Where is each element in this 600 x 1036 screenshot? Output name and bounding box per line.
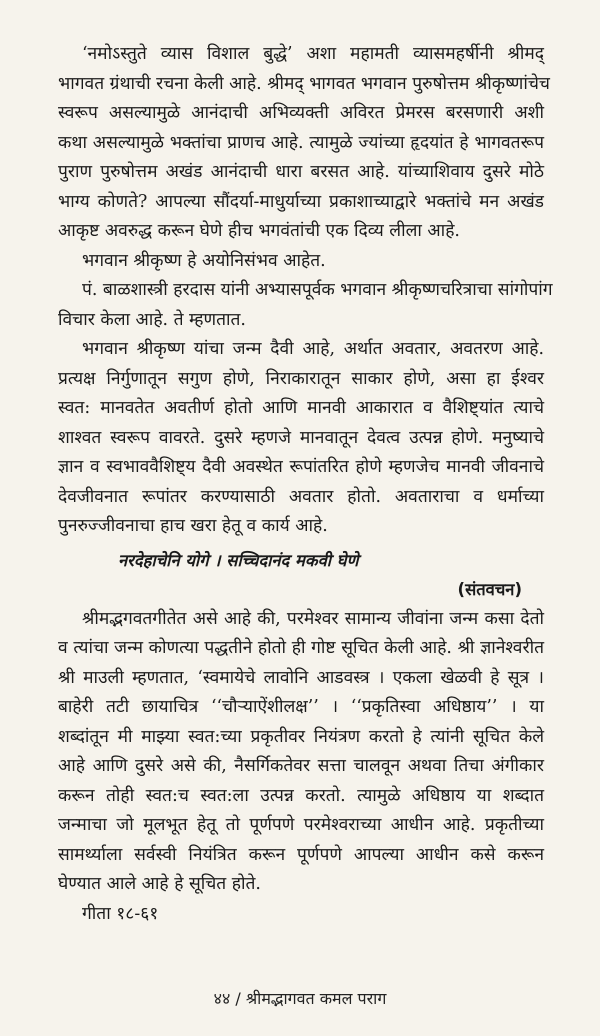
paragraph-line: ज्ञान व स्वभाववैशिष्ट्य दैवी अवस्थेत रूपांतरित होणे म्हणजेच मानवी जीवनाचे [58,457,544,477]
paragraph-line: श्री माउली म्हणतात, ‘स्वमायेचे लावोनि आडवस्त्र । एकला खेळवी हे सूत्र । [58,667,544,688]
paragraph-line: सामर्थ्याला सर्वस्वी नियंत्रित करून पूर्णपणे आपल्या आधीन कसे करून [58,844,544,865]
paragraph-line: शब्दांतून मी माझ्या स्वत:च्या प्रकृतीवर नियंत्रण करतो हे त्यांनी सूचित केले [58,726,544,747]
paragraph-line: व त्यांचा जन्म कोणत्या पद्धतीने होतो ही गोष्ट सूचित केली आहे. श्री ज्ञानेश्वरीत [58,638,544,658]
paragraph-line: पं. बाळशास्त्री हरदास यांनी अभ्यासपूर्वक भगवान श्रीकृष्णचरित्राचा सांगोपांग [82,280,553,300]
paragraph-line: आकृष्ट अवरुद्ध करून घेणे हीच भगवंतांची एक दिव्य लीला आहे. [58,221,460,241]
paragraph-line: भागवत ग्रंथाची रचना केली आहे. श्रीमद् भागवत भगवान पुरुषोत्तम श्रीकृष्णांचेच [58,73,550,94]
verse-source: (संतवचन) [457,580,522,599]
paragraph-line: भाग्य कोणते? आपल्या सौंदर्या-माधुर्याच्या प्रकाशाच्याद्वारे भक्तांचे मन अखंड [58,191,544,212]
verse-heading: नरदेहाचेनि योगे । सच्चिदानंद मकवी घेणे [118,550,359,570]
paragraph-line: भगवान श्रीकृष्ण यांचा जन्म दैवी आहे, अर्थात अवतार, अवतरण आहे. [82,339,544,359]
paragraph-line: जन्माचा जो मूलभूत हेतू तो पूर्णपणे परमेश्वराच्या आधीन आहे. प्रकृतीच्या [58,815,544,835]
paragraph-line: करून तोही स्वत:च स्वत:ला उत्पन्न करतो. त्यामुळे अधिष्ठाय या शब्दात [58,785,544,806]
paragraph-line: बाहेरी तटी छायाचित्र ‘‘चौऱ्याऐंशीलक्ष’’ । ‘‘प्रकृतिस्वा अधिष्ठाय’’ । या [58,697,544,717]
paragraph-line: स्वरूप असल्यामुळे आनंदाची अभिव्यक्ती अविरत प्रेमरस बरसणारी अशी [58,103,544,123]
paragraph-line: देवजीवनात रूपांतर करण्यासाठी अवतार होतो. अवताराचा व धर्माच्या [58,486,544,507]
paragraph-line: शाश्वत स्वरूप वावरते. दुसरे म्हणजे मानवातून देवत्व उत्पन्न होणे. मनुष्याचे [58,427,544,448]
paragraph-line: पुनरुज्जीवनाचा हाच खरा हेतू व कार्य आहे. [58,516,328,536]
paragraph-line: घेण्यात आले आहे हे सूचित होते. [58,874,261,894]
paragraph-line: स्वत: मानवतेत अवतीर्ण होतो आणि मानवी आकारात व वैशिष्ट्यांत त्याचे [58,398,544,418]
paragraph-line: प्रत्यक्ष निर्गुणातून सगुण होणे, निराकारातून साकार होणे, असा हा ईश्वर [58,368,544,389]
gita-reference: गीता १८-६१ [82,903,159,924]
paragraph-line: ‘नमोऽस्तुते व्यास विशाल बुद्धे’ अशा महामती व्यासमहर्षीनी श्रीमद् [82,44,544,64]
paragraph-line: कथा असल्यामुळे भक्तांचा प्राणच आहे. त्यामुळे ज्यांच्या हृदयांत हे भागवतरूप [58,132,544,153]
page-footer: ४४ / श्रीमद्भागवत कमल पराग [213,989,387,1008]
paragraph-line: आहे आणि दुसरे असे की, नैसर्गिकतेवर सत्ता चालवून अथवा तिचा अंगीकार [58,756,544,776]
paragraph-line: विचार केला आहे. ते म्हणतात. [58,309,246,330]
paragraph-line: भगवान श्रीकृष्ण हे अयोनिसंभव आहेत. [82,250,326,271]
paragraph-line: पुराण पुरुषोत्तम अखंड आनंदाची धारा बरसत आहे. यांच्याशिवाय दुसरे मोठे [58,162,544,182]
paragraph-line: श्रीमद्भगवतगीतेत असे आहे की, परमेश्वर सामान्य जीवांना जन्म कसा देतो [82,608,544,629]
